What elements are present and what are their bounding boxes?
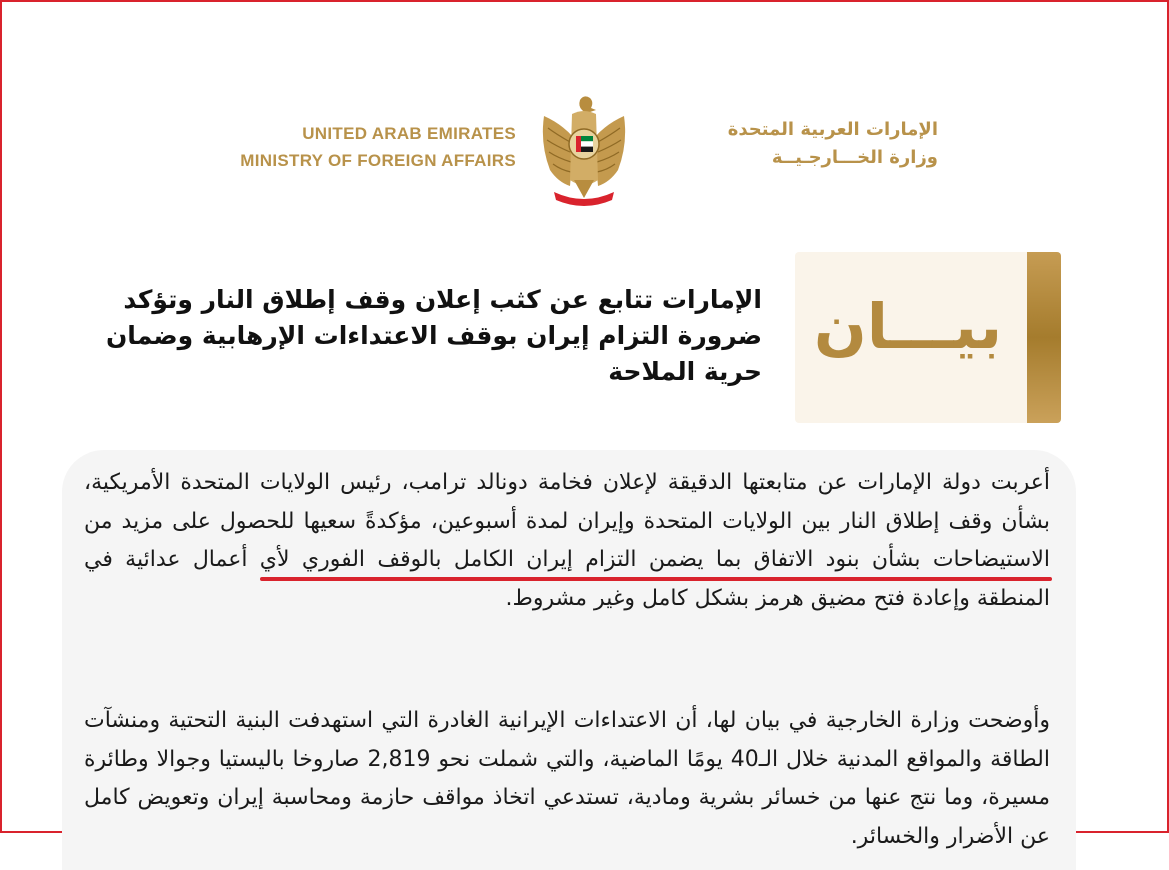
body-paragraph-1: أعربت دولة الإمارات عن متابعتها الدقيقة لإعلان فخامة دونالد ترامب، رئيس الولايات المتحدة الأمريكية، بشأن وقف إطلاق النار بين الولايات المتحدة وإيران لمدة أسبوعين، مؤكدةً سعيها للحصول على مزيد من الاستيضاحات بشأن بنود الاتفاق بما يضمن التزام إيران الكامل بالوقف الفوري لأي أعمال عدائية في المنطقة وإعادة فتح مضيق هرمز بشكل كامل وغير مشروط.: [84, 470, 1050, 611]
english-title-line2: MINISTRY OF FOREIGN AFFAIRS: [240, 151, 516, 170]
english-ministry-title: [240, 120, 516, 174]
body-paragraph-2: وأوضحت وزارة الخارجية في بيان لها، أن الاعتداءات الإيرانية الغادرة التي استهدفت البنية التحتية ومنشآت الطاقة والمواقع المدنية خلال الـ40 يومًا الماضية، والتي شملت نحو 2,819 صاروخا باليستيا وجوالا وطائرة مسيرة، وما نتج عنها من خسائر بشرية ومادية، تستدعي اتخاذ مواقف حازمة ومحاسبة إيران وتعويض كامل عن الأضرار والخسائر.: [84, 708, 1051, 849]
statement-headline: الإمارات تتابع عن كثب إعلان وقف إطلاق النار وتؤكد ضرورة التزام إيران بوقف الاعتداءات الإرهابية وضمان حرية الملاحة: [105, 285, 762, 386]
arabic-title-line1: الإمارات العربية المتحدة: [727, 119, 938, 140]
arabic-title-line2: وزارة الخـــارجـيــة: [771, 147, 938, 168]
uae-falcon-emblem-icon: [536, 94, 632, 210]
arabic-ministry-title: [648, 116, 938, 172]
statement-label-card: [795, 252, 1061, 423]
english-title-line1: UNITED ARAB EMIRATES: [302, 124, 516, 143]
red-highlight-underline: [260, 577, 1052, 581]
gold-accent-bar: [1027, 252, 1061, 423]
statement-label: بيـــان: [813, 290, 1003, 363]
